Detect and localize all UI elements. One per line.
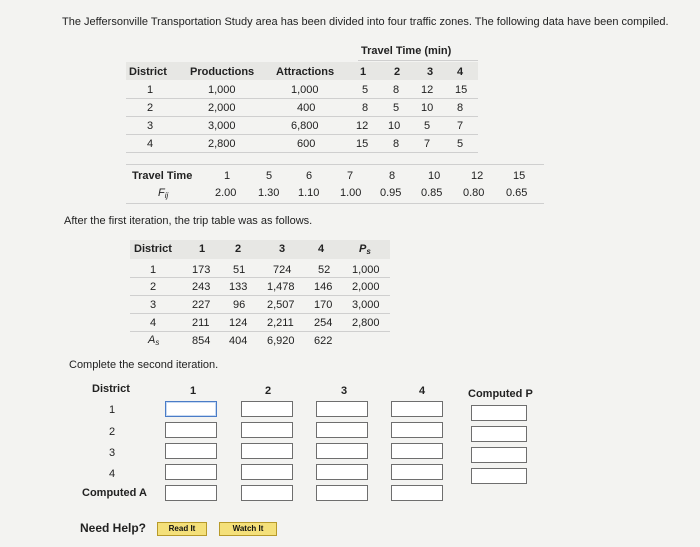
table-cell: 133 xyxy=(229,281,248,293)
answer-input[interactable] xyxy=(391,443,443,459)
table-cell-attractions: 6,800 xyxy=(291,120,319,132)
table-cell: 173 xyxy=(192,264,211,276)
answer-input[interactable] xyxy=(391,485,443,501)
time-value: 7 xyxy=(347,170,354,182)
read-it-button[interactable]: Read It xyxy=(157,522,207,536)
table-cell-productions: 2,800 xyxy=(208,138,236,150)
answer-input[interactable] xyxy=(241,422,293,438)
table-cell: 170 xyxy=(314,299,333,311)
table-row-district: 1 xyxy=(150,264,157,276)
col-productions: Productions xyxy=(190,66,255,78)
computed-a-label: Computed A xyxy=(82,487,147,499)
factor-value: 1.30 xyxy=(258,187,280,199)
answer-input[interactable] xyxy=(241,485,293,501)
col-3: 3 xyxy=(341,385,348,397)
table-cell: 243 xyxy=(192,281,211,293)
answer-input[interactable] xyxy=(241,443,293,459)
table-cell: 6,920 xyxy=(267,335,295,347)
table-cell: 2,211 xyxy=(267,317,294,329)
table-cell: 124 xyxy=(229,317,248,329)
factor-value: 0.95 xyxy=(380,187,402,199)
col-time-3: 3 xyxy=(427,66,434,78)
factor-value: 0.65 xyxy=(506,187,528,199)
table-row-district: 2 xyxy=(147,102,154,114)
table-cell: 211 xyxy=(192,317,210,329)
time-value: 12 xyxy=(471,170,484,182)
watch-it-button[interactable]: Watch It xyxy=(219,522,277,536)
table-cell: 724 xyxy=(273,264,292,276)
answer-input[interactable] xyxy=(316,401,368,417)
table-row-district: 4 xyxy=(150,317,157,329)
table-cell: 1,000 xyxy=(352,264,380,276)
table-cell-productions: 1,000 xyxy=(208,84,236,96)
table-row-district: 3 xyxy=(147,120,154,132)
answer-input[interactable] xyxy=(391,464,443,480)
col-district: District xyxy=(129,66,167,78)
time-value: 8 xyxy=(389,170,396,182)
table-cell-time: 7 xyxy=(457,120,464,132)
divider xyxy=(358,60,478,61)
computed-p-input[interactable] xyxy=(471,405,527,421)
table-cell: 3,000 xyxy=(352,299,380,311)
travel-time-label: Travel Time xyxy=(132,170,193,182)
col-computed-p: Computed P xyxy=(468,388,533,400)
as-label: $A_s$ xyxy=(148,334,160,347)
table-cell-attractions: 600 xyxy=(297,138,316,150)
time-value: 5 xyxy=(266,170,273,182)
time-value: 6 xyxy=(306,170,313,182)
table-cell-time: 15 xyxy=(455,84,468,96)
factor-value: 2.00 xyxy=(215,187,237,199)
col-4: 4 xyxy=(419,385,426,397)
answer-input[interactable] xyxy=(165,401,217,417)
table-cell-time: 5 xyxy=(424,120,431,132)
table-cell: 1,478 xyxy=(267,281,295,293)
col-attractions: Attractions xyxy=(276,66,335,78)
factor-value: 1.00 xyxy=(340,187,362,199)
table-cell: 404 xyxy=(229,335,248,347)
answer-input[interactable] xyxy=(391,422,443,438)
table-cell-time: 12 xyxy=(356,120,369,132)
table-cell-time: 5 xyxy=(393,102,400,114)
answer-input[interactable] xyxy=(165,464,217,480)
table-cell-productions: 2,000 xyxy=(208,102,236,114)
computed-p-input[interactable] xyxy=(471,468,527,484)
table-cell-time: 8 xyxy=(393,84,400,96)
table-cell: 96 xyxy=(233,299,246,311)
table-cell: 2,800 xyxy=(352,317,380,329)
answer-input[interactable] xyxy=(316,485,368,501)
table-cell-attractions: 1,000 xyxy=(291,84,319,96)
table-cell-time: 10 xyxy=(421,102,434,114)
col-ps: $P_s$ xyxy=(359,243,371,256)
table-row-district: 2 xyxy=(109,426,116,438)
table-cell-attractions: 400 xyxy=(297,102,316,114)
table-cell-time: 7 xyxy=(424,138,431,150)
answer-input[interactable] xyxy=(316,464,368,480)
answer-input[interactable] xyxy=(241,401,293,417)
col-time-1: 1 xyxy=(360,66,367,78)
answer-input[interactable] xyxy=(391,401,443,417)
table-cell: 622 xyxy=(314,335,333,347)
answer-input[interactable] xyxy=(165,422,217,438)
table-cell-time: 5 xyxy=(457,138,464,150)
answer-input[interactable] xyxy=(316,422,368,438)
table-cell-time: 8 xyxy=(362,102,369,114)
table-cell: 854 xyxy=(192,335,211,347)
col-2: 2 xyxy=(265,385,272,397)
table-cell-time: 8 xyxy=(393,138,400,150)
table-row-district: 2 xyxy=(150,281,157,293)
col-1: 1 xyxy=(190,385,197,397)
after-iteration-text: After the first iteration, the trip table was as follows. xyxy=(64,215,313,227)
col-1: 1 xyxy=(199,243,206,255)
answer-input[interactable] xyxy=(241,464,293,480)
table-row-district: 4 xyxy=(147,138,154,150)
col-2: 2 xyxy=(235,243,242,255)
col-time-2: 2 xyxy=(394,66,401,78)
computed-p-input[interactable] xyxy=(471,426,527,442)
table-cell: 227 xyxy=(192,299,211,311)
factor-value: 0.85 xyxy=(421,187,443,199)
table-cell: 2,507 xyxy=(267,299,295,311)
col-3: 3 xyxy=(279,243,286,255)
table-cell-time: 15 xyxy=(356,138,369,150)
table-cell: 2,000 xyxy=(352,281,380,293)
table-row-district: 1 xyxy=(109,404,116,416)
time-value: 10 xyxy=(428,170,441,182)
answer-input[interactable] xyxy=(165,485,217,501)
table-cell: 52 xyxy=(318,264,331,276)
need-help-label: Need Help? xyxy=(80,521,147,535)
factor-value: 1.10 xyxy=(298,187,320,199)
table-cell-time: 12 xyxy=(421,84,434,96)
col-4: 4 xyxy=(318,243,325,255)
table-cell-time: 10 xyxy=(388,120,401,132)
table-cell: 51 xyxy=(233,264,246,276)
col-district: District xyxy=(134,243,172,255)
time-value: 15 xyxy=(513,170,526,182)
col-time-4: 4 xyxy=(457,66,464,78)
computed-p-input[interactable] xyxy=(471,447,527,463)
table-row-district: 3 xyxy=(109,447,116,459)
table-cell: 254 xyxy=(314,317,333,329)
problem-intro: The Jeffersonville Transportation Study area has been divided into four traffic zones. The following data have been compiled. xyxy=(62,16,669,28)
table-cell-time: 8 xyxy=(457,102,464,114)
answer-input[interactable] xyxy=(316,443,368,459)
friction-factor-label: $F_{ij}$ xyxy=(158,187,169,200)
travel-time-title: Travel Time (min) xyxy=(361,45,452,57)
table-cell-productions: 3,000 xyxy=(208,120,236,132)
factor-value: 0.80 xyxy=(463,187,485,199)
table-cell: 146 xyxy=(314,281,333,293)
table-cell-time: 5 xyxy=(362,84,369,96)
answer-input[interactable] xyxy=(165,443,217,459)
table-row-district: 1 xyxy=(147,84,154,96)
table-row-district: 4 xyxy=(109,468,116,480)
time-value: 1 xyxy=(224,170,231,182)
complete-iteration-text: Complete the second iteration. xyxy=(69,359,219,371)
col-district: District xyxy=(92,383,130,395)
table-row-district: 3 xyxy=(150,299,157,311)
